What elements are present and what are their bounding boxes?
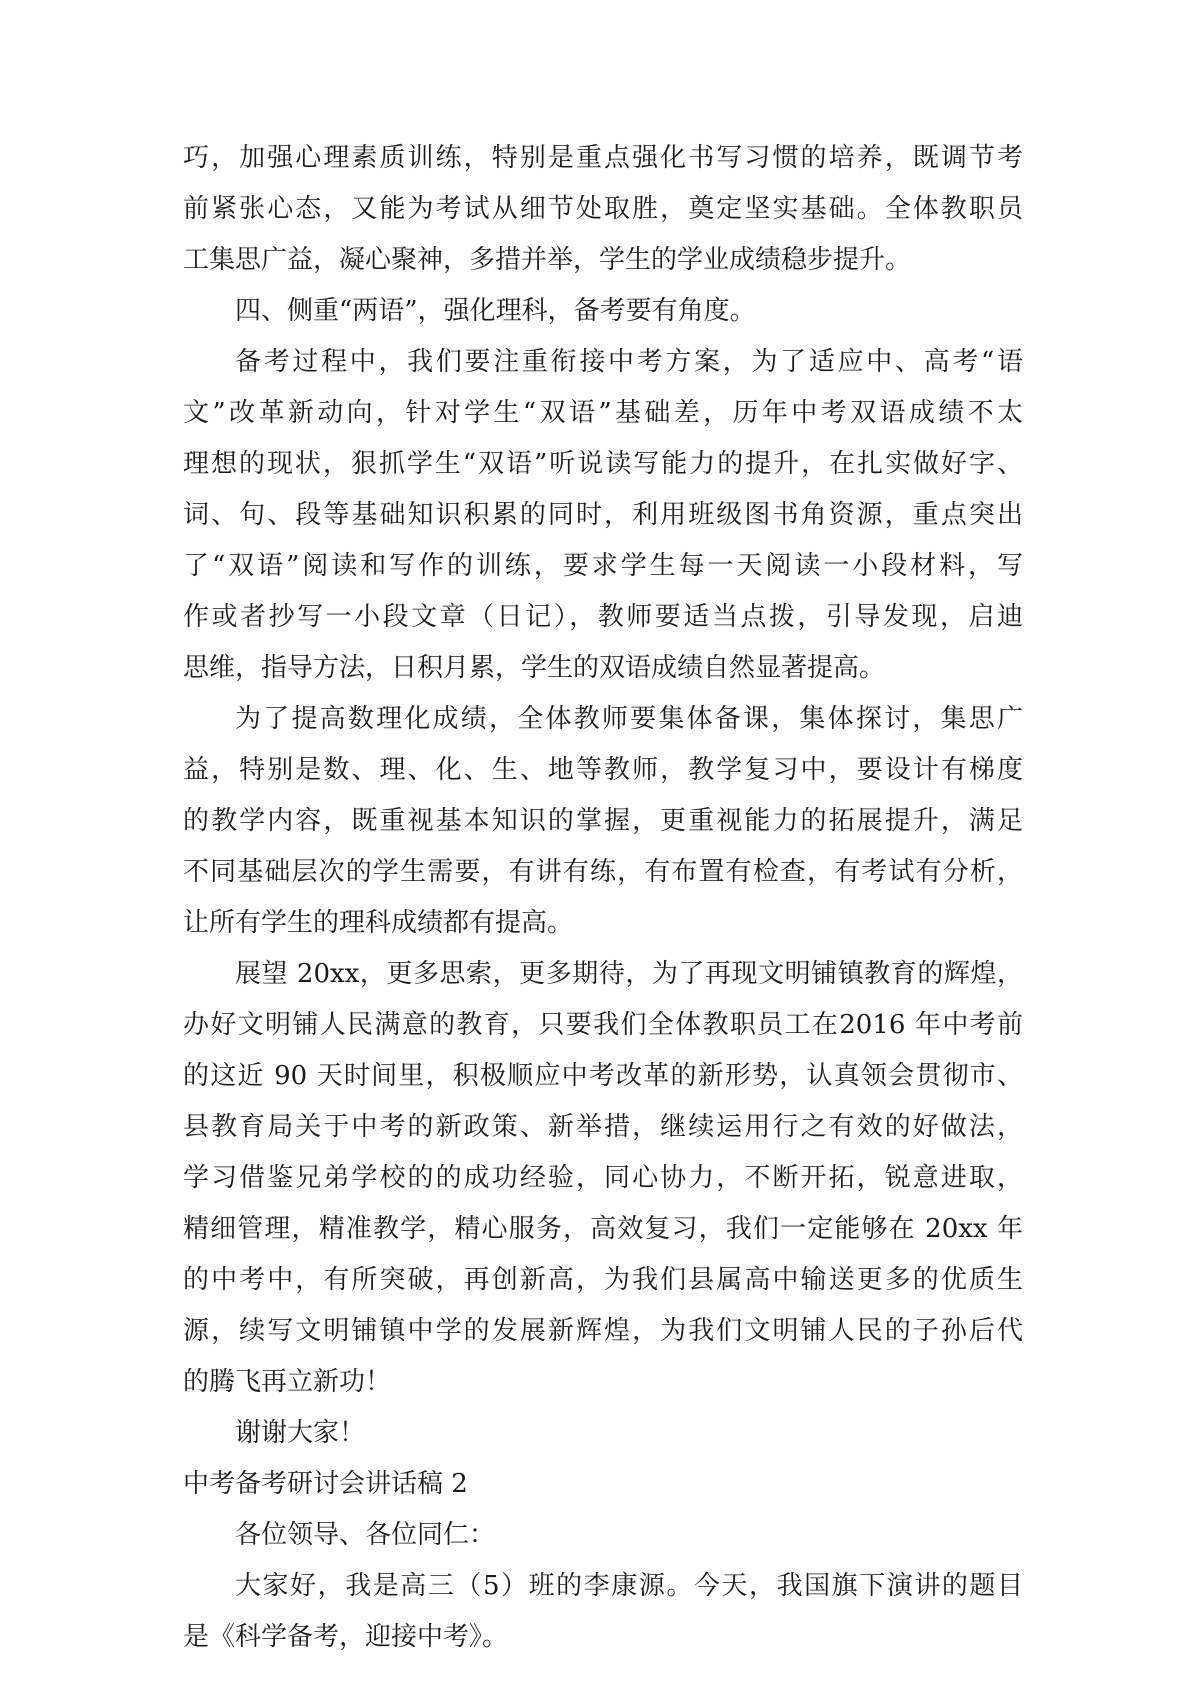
text-line: 的中考中，有所突破，再创新高，为我们县属高中输送更多的优质生 xyxy=(183,1265,1023,1295)
paragraph xyxy=(183,694,1023,949)
text-line: 大家好，我是高三（5）班的李康源。今天，我国旗下演讲的题目 xyxy=(235,1571,1023,1601)
text-line: 作或者抄写一小段文章（日记），教师要适当点拨，引导发现，启迪 xyxy=(183,602,1023,632)
text-line: 前紧张心态，又能为考试从细节处取胜，奠定坚实基础。全体教职员 xyxy=(183,194,1023,224)
text-line: 县教育局关于中考的新政策、新举措，继续运用行之有效的好做法， xyxy=(183,1112,1023,1142)
paragraph xyxy=(183,337,1023,694)
paragraph xyxy=(183,949,1023,1408)
heading-text: 中考备考研讨会讲话稿 2 xyxy=(183,1469,468,1499)
paragraph xyxy=(183,1561,1023,1663)
text-line: 理想的现状，狠抓学生“双语”听说读写能力的提升，在扎实做好字、 xyxy=(183,449,1023,479)
text-line: 的这近 90 天时间里，积极顺应中考改革的新形势，认真领会贯彻市、 xyxy=(183,1061,1023,1091)
text-line: 学习借鉴兄弟学校的的成功经验，同心协力，不断开拓，锐意进取， xyxy=(183,1163,1023,1193)
text-line: 是《科学备考，迎接中考》。 xyxy=(183,1622,509,1652)
text-line: 思维，指导方法，日积月累，学生的双语成绩自然显著提高。 xyxy=(183,653,886,683)
text-line: 四、侧重“两语”，强化理科，备考要有角度。 xyxy=(235,296,756,326)
paragraph xyxy=(183,133,1023,286)
text-line: 备考过程中，我们要注重衔接中考方案，为了适应中、高考“语 xyxy=(235,347,1023,377)
text-line: 展望 20xx，更多思索，更多期待，为了再现文明铺镇教育的辉煌， xyxy=(235,959,1023,989)
text-line: 源，续写文明铺镇中学的发展新辉煌，为我们文明铺人民的子孙后代 xyxy=(183,1316,1023,1346)
text-line: 益，特别是数、理、化、生、地等教师，教学复习中，要设计有梯度 xyxy=(183,755,1023,785)
text-line: 精细管理，精准教学，精心服务，高效复习，我们一定能够在 20xx 年 xyxy=(183,1214,1023,1244)
text-line: 文”改革新动向，针对学生“双语”基础差，历年中考双语成绩不太 xyxy=(183,398,1023,428)
text-line: 词、句、段等基础知识积累的同时，利用班级图书角资源，重点突出 xyxy=(183,500,1023,530)
text-line: 不同基础层次的学生需要，有讲有练，有布置有检查，有考试有分析， xyxy=(183,857,1023,887)
text-line: 工集思广益，凝心聚神，多措并举，学生的学业成绩稳步提升。 xyxy=(183,245,912,275)
paragraph xyxy=(183,1510,1023,1561)
text-line: 谢谢大家！ xyxy=(235,1418,366,1448)
text-line: 为了提高数理化成绩，全体教师要集体备课，集体探讨，集思广 xyxy=(235,704,1023,734)
text-line: 了“双语”阅读和写作的训练，要求学生每一天阅读一小段材料，写 xyxy=(183,551,1023,581)
document-body xyxy=(183,133,1023,1663)
text-line: 各位领导、各位同仁： xyxy=(235,1520,496,1550)
paragraph xyxy=(183,1408,1023,1459)
text-line: 让所有学生的理科成绩都有提高。 xyxy=(183,908,574,938)
section-heading xyxy=(183,1459,1023,1510)
paragraph xyxy=(183,286,1023,337)
text-line: 巧，加强心理素质训练，特别是重点强化书写习惯的培养，既调节考 xyxy=(183,143,1023,173)
text-line: 的腾飞再立新功！ xyxy=(183,1367,392,1397)
text-line: 的教学内容，既重视基本知识的掌握，更重视能力的拓展提升，满足 xyxy=(183,806,1023,836)
text-line: 办好文明铺人民满意的教育，只要我们全体教职员工在2016 年中考前 xyxy=(183,1010,1023,1040)
